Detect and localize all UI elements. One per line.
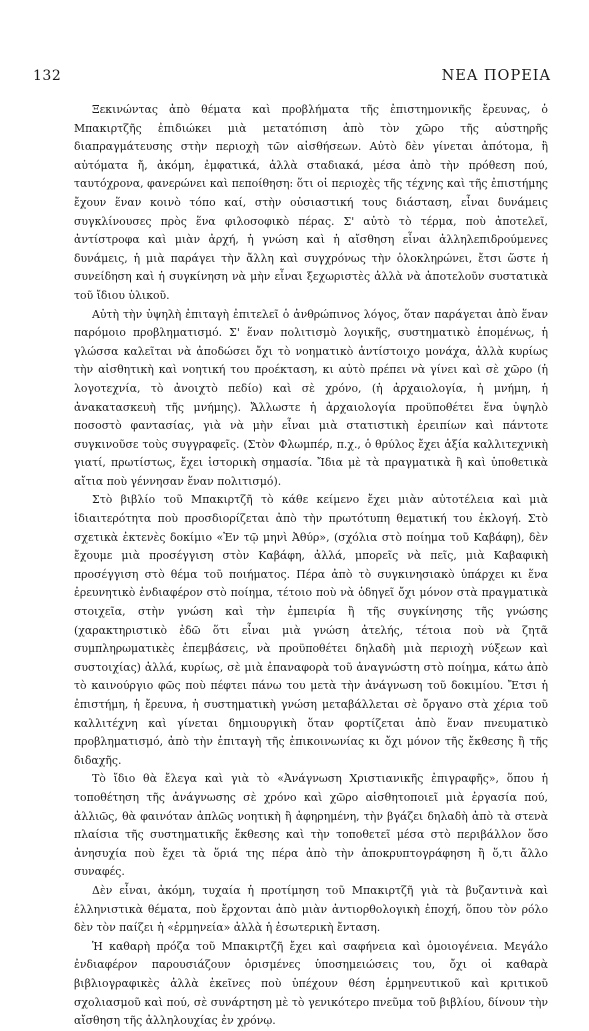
page-number: 132 <box>33 68 62 84</box>
paragraph: Δὲν εἶναι, ἀκόμη, τυχαία ἡ προτίμηση τοῦ Μπακιρτζῆ γιὰ τὰ βυζαντινὰ καὶ ἑλληνιστικὰ θέματα, ποὺ ἔρχονται ἀπὸ μιὰν ἀντιορθολογικὴ ἐποχή, ὅπου τὸν ρόλο δὲν τὸν παίζει ἡ «ἑρμηνεία» ἀλλὰ ἡ ἐσωτερικὴ ἔνταση. <box>74 883 548 935</box>
paragraph: Στὸ βιβλίο τοῦ Μπακιρτζῆ τὸ κάθε κείμενο ἔχει μιὰν αὐτοτέλεια καὶ μιὰ ἰδιαιτερότητα ποὺ προσδιορίζεται ἀπὸ τὴν πρωτότυπη θεματική του ἐκλογή. Στὸ σχετικὰ ἐκτενὲς δοκίμιο «Ἐν τῷ μηνὶ Ἀθύρ», (σχόλια στὸ ποίημα τοῦ Καβάφη), δὲν ἔχουμε μιὰ προσέγγιση στὸν Καβάφη, ἀλλά, μπορεῖς νὰ πεῖς, μιὰ Καβαφικὴ προσέγγιση στὸ θέμα τοῦ ποιήματος. Πέρα ἀπὸ τὸ συγκινησιακὸ ὑπάρχει κι ἕνα ἐρευνητικὸ ἐνδιαφέρον στὸ ποίημα, τέτοιο ποὺ νὰ ὁδηγεῖ ὄχι μόνον στὰ πραγματικὰ στοιχεῖα, στὴν γνώση καὶ τὴν ἐμπειρία ἢ τῆς συγκίνησης τῆς γνώσης (χαρακτηριστικὸ ἐδῶ ὅτι εἶναι μιὰ γνώση ἀτελής, τέτοια ποὺ νὰ ζητᾶ συμπληρωματικὲς ἐπεμβάσεις, νὰ προϋποθέτει δηλαδὴ μιὰ περιοχὴ νύξεων καὶ συστοιχίας) ἀλλά, κυρίως, σὲ μιὰ ἐπαναφορὰ τοῦ ἀναγνώστη στὸ ποίημα, κάτω ἀπὸ τὸ καινούργιο φῶς ποὺ πέφτει πάνω του μετὰ τὴν ἀνάγνωση τοῦ δοκιμίου. Ἔτσι ἡ ἐπιστήμη, ἡ ἔρευνα, ἡ συστηματικὴ γνώση μεταβάλλεται σὲ ὄργανο στὰ χέρια τοῦ καλλιτέχνη καὶ γίνεται δημιουργικὴ ὅταν φορτίζεται ἀπὸ ἕναν πνευματικὸ προβληματισμό, ἀπὸ τὴν ἐπιταγὴ τῆς ἐπικοινωνίας κι ὄχι μόνον τῆς ἔκθεσης ἢ τῆς διδαχῆς. <box>74 493 548 767</box>
paragraph: Αὐτὴ τὴν ὑψηλὴ ἐπιταγὴ ἐπιτελεῖ ὁ ἀνθρώπινος λόγος, ὅταν παράγεται ἀπὸ ἕναν παρόμοιο προβληματισμό. Σ' ἕναν πολιτισμὸ λογικῆς, συστηματικὸ ἑπομένως, ἡ γλώσσα καλεῖται νὰ ἀποδώσει ὄχι τὸ νοηματικὸ ἀντίστοιχο μονάχα, ἀλλὰ κυρίως τὴν αἰσθητικὴ καὶ νοητική του προέκταση, κι αὐτὸ πρέπει νὰ γίνει καὶ σὲ χῶρο (ἡ λογοτεχνία, τὸ ἀνοιχτὸ πεδίο) καὶ σὲ χρόνο, (ἡ ἀρχαιολογία, ἡ μνήμη, ἡ ἀνακατασκευὴ τῆς μνήμης). Ἄλλωστε ἡ ἀρχαιολογία προϋποθέτει ἕνα ὑψηλὸ ποσοστὸ φαντασίας, γιὰ νὰ μὴν εἶναι μιὰ στατιστικὴ ἐρειπίων καὶ πάντοτε συγκινοῦσε τοὺς συγγραφεῖς. (Στὸν Φλωμπέρ, π.χ., ὁ θρύλος ἔχει ἀξία καλλιτεχνικὴ γιατί, πρωτίστως, ἔχει ἱστορικὴ σημασία. Ἴδια μὲ τὰ πραγματικὰ ἢ καὶ ὑποθετικὰ αἴτια ποὺ γέννησαν ἕναν πολιτισμό). <box>74 307 548 488</box>
paragraph: Τὸ ἴδιο θὰ ἔλεγα καὶ γιὰ τὸ «Ἀνάγνωση Χριστιανικῆς ἐπιγραφῆς», ὅπου ἡ τοποθέτηση τῆς ἀνάγνωσης σὲ χρόνο καὶ χῶρο αἰσθητοποιεῖ μιὰ ἐργασία πού, ἀλλιῶς, θὰ φαινόταν ἁπλῶς νοητικὴ ἢ ἀφηρημένη, τὴν βγάζει δηλαδὴ ἀπὸ τὰ στενὰ πλαίσια τῆς συστηματικῆς ἔκθεσης καὶ τὴν τοποθετεῖ μέσα στὸ περιβάλλον ὅσο ἀνησυχία ποὺ ἔχει τὰ ὅριά της πέρα ἀπὸ τὴν ἀποκρυπτογράφηση ἢ ὅ,τι ἄλλο συναφές. <box>74 772 548 879</box>
body-text <box>74 101 548 1031</box>
page-header <box>33 68 551 88</box>
paragraph: Ξεκινώντας ἀπὸ θέματα καὶ προβλήματα τῆς ἐπιστημονικῆς ἔρευνας, ὁ Μπακιρτζῆς ἐπιδιώκει μιὰ μετατόπιση ἀπὸ τὸν χῶρο τῆς αὐστηρῆς διαπραγμάτευσης στὴν περιοχὴ τῶν αἰσθήσεων. Αὐτὸ δὲν γίνεται ἀπότομα, ἢ αὐτόματα ἤ, ἀκόμη, ἐμφατικά, ἀλλὰ σταδιακά, μέσα ἀπὸ τὴν πρόθεση πού, ταυτόχρονα, φανερώνει καὶ πεποίθηση: ὅτι οἱ περιοχὲς τῆς τέχνης καὶ τῆς ἐπιστήμης ἔχουν ἕναν κοινὸ τόπο καί, στὴν οὐσιαστική τους διάσταση, εἶναι δυνάμεις συγκλίνουσες πρὸς ἕνα φιλοσοφικὸ πέρας. Σ' αὐτὸ τὸ τέρμα, ποὺ ἀποτελεῖ, ἀντίστροφα καὶ μιὰν ἀρχή, ἡ γνώση καὶ ἡ αἴσθηση εἶναι ἀλληλεπιδρούμενες δυνάμεις, ἡ μιὰ παράγει τὴν ἄλλη καὶ συγχρόνως τὴν ὁλοκληρώνει, ἔτσι ὥστε ἡ συνείδηση καὶ ἡ συγκίνηση νὰ μὴν εἶναι ξεχωριστὲς ἀλλὰ νὰ ἀποτελοῦν συστατικὰ τοῦ ἴδιου ὑλικοῦ. <box>74 103 548 302</box>
running-head: ΝΕΑ ΠΟΡΕΙΑ <box>441 68 551 84</box>
paragraph: Ἡ καθαρὴ πρόζα τοῦ Μπακιρτζῆ ἔχει καὶ σαφήνεια καὶ ὁμοιογένεια. Μεγάλο ἐνδιαφέρον παρουσιάζουν ὁρισμένες ὑποσημειώσεις του, ὄχι οἱ καθαρὰ βιβλιογραφικὲς ἀλλὰ ἐκεῖνες ποὺ ὑπέχουν θέση ἑρμηνευτικοῦ καὶ κριτικοῦ σχολιασμοῦ καὶ πού, σὲ συνάρτηση μὲ τὸ γενικότερο πνεῦμα τοῦ βιβλίου, δίνουν τὴν αἴσθηση τῆς ἀλληλουχίας ἐν χρόνῳ. <box>74 939 548 1028</box>
